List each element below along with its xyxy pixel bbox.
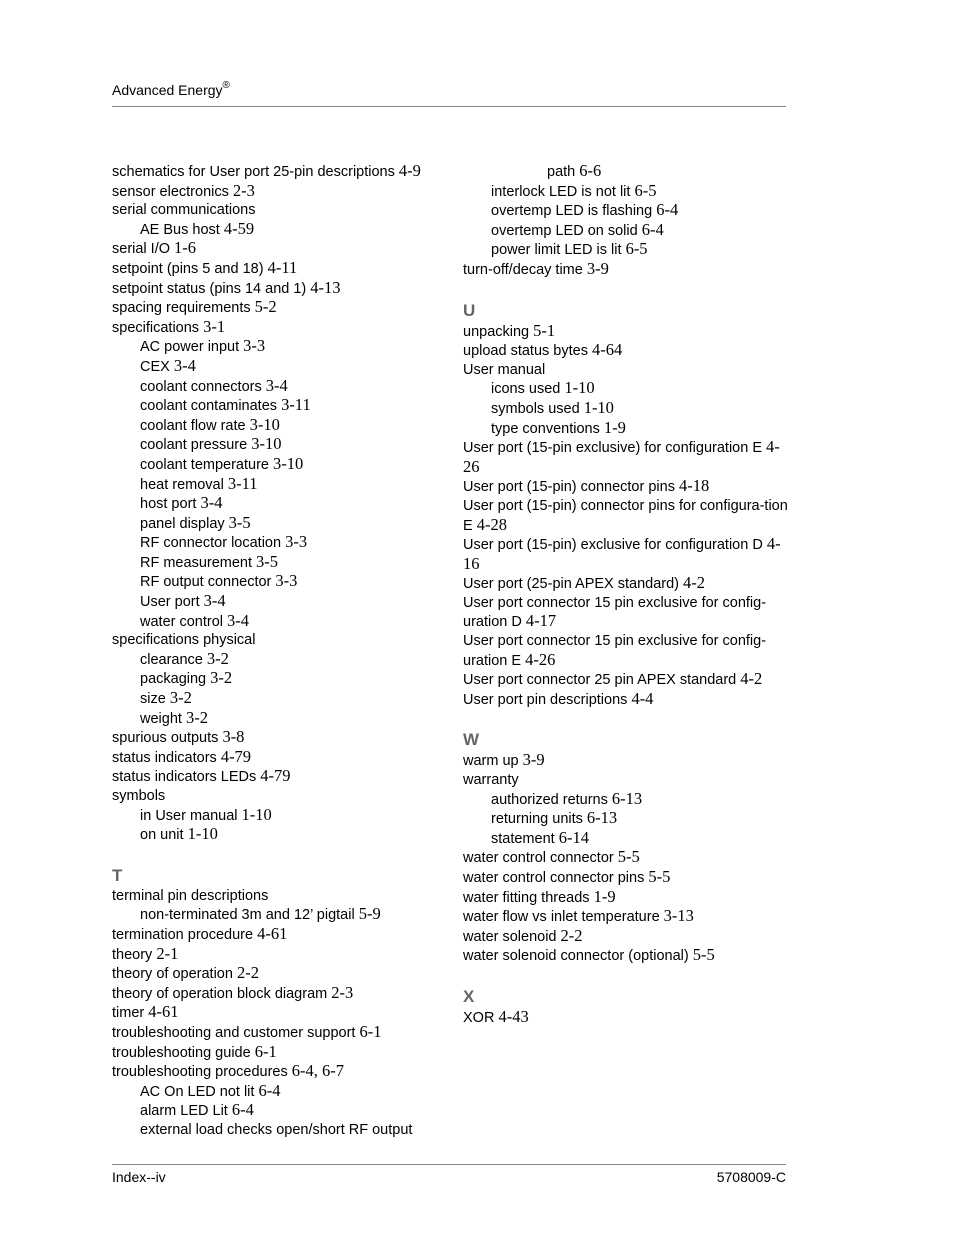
index-subentry	[463, 240, 788, 260]
index-term: coolant contaminates	[140, 398, 282, 415]
index-entry	[112, 318, 437, 338]
index-entry	[463, 907, 788, 927]
page-reference-link[interactable]: 5-9	[358, 904, 381, 924]
index-subentry	[112, 1101, 437, 1121]
index-term: setpoint status (pins 14 and 1)	[112, 280, 311, 297]
index-term: User port (15-pin) exclusive for configuration D	[463, 537, 767, 554]
index-entry	[463, 497, 788, 535]
index-column-right	[463, 162, 788, 1028]
index-term: theory of operation	[112, 966, 237, 983]
index-term: schematics for User port 25-pin descriptions	[112, 164, 399, 180]
page-reference-link[interactable]: 6-4	[258, 1080, 281, 1100]
index-term: RF output connector	[140, 574, 276, 591]
page-reference-link[interactable]: 1-9	[603, 417, 626, 437]
index-subentry	[112, 1082, 437, 1102]
page-reference-link[interactable]: 2-3	[232, 180, 255, 200]
index-term: CEX	[140, 358, 174, 375]
page-reference-link[interactable]: 3-9	[586, 258, 609, 278]
index-term: troubleshooting guide	[112, 1044, 255, 1061]
document-number: 5708009-C	[716, 1169, 786, 1185]
index-term: AC power input	[140, 339, 244, 356]
page-reference-link[interactable]: 4-17	[525, 611, 557, 631]
index-entry	[112, 887, 437, 906]
page-reference-link[interactable]: 2-1	[156, 943, 179, 963]
index-subentry	[112, 494, 437, 514]
page-reference-link[interactable]: 4-43	[498, 1006, 529, 1026]
page-reference-link[interactable]: 6-13	[586, 808, 618, 828]
index-entry	[112, 631, 437, 650]
index-term: terminal pin descriptions	[112, 887, 269, 904]
index-term: water solenoid	[463, 928, 561, 945]
index-subentry	[112, 1121, 437, 1140]
page-reference-link[interactable]: 3-3	[285, 532, 308, 552]
page-reference-link[interactable]: 3-8	[222, 727, 245, 747]
index-term: overtemp LED is flashing	[491, 203, 657, 220]
index-subentry	[112, 572, 437, 592]
index-entry	[112, 1062, 437, 1082]
index-subentry	[112, 905, 437, 925]
index-term: AE Bus host	[140, 221, 224, 238]
index-entry	[112, 298, 437, 318]
page-reference-link[interactable]: 6-1	[254, 1041, 277, 1061]
index-letter-heading: W	[463, 730, 480, 750]
index-entry	[112, 239, 437, 259]
index-term: termination procedure	[112, 926, 258, 943]
page-reference-link[interactable]: 3-11	[281, 395, 311, 415]
page-reference-link[interactable]: 1-10	[241, 804, 272, 824]
index-entry	[112, 728, 437, 748]
index-entry	[463, 751, 788, 771]
index-term: status indicators	[112, 749, 221, 766]
page-reference-link[interactable]: 3-4	[203, 591, 226, 611]
index-subentry	[463, 379, 788, 399]
index-term: turn-off/decay time	[463, 261, 587, 278]
index-term: spurious outputs	[112, 730, 223, 747]
index-subentry	[112, 514, 437, 534]
index-subentry	[463, 419, 788, 439]
index-subentry	[112, 650, 437, 670]
index-subentry	[112, 475, 437, 495]
index-subentry	[463, 201, 788, 221]
page-reference-link[interactable]: 3-3	[275, 571, 298, 591]
index-entry	[463, 946, 788, 966]
index-term: water flow vs inlet temperature	[463, 909, 664, 926]
index-term: packaging	[140, 671, 211, 688]
index-subentry	[112, 533, 437, 553]
index-term: XOR	[463, 1009, 499, 1026]
index-subentry	[463, 162, 788, 182]
page-reference-link[interactable]: 5-1	[533, 320, 556, 340]
index-term: User port connector 25 pin APEX standard	[463, 672, 741, 689]
page-reference-link[interactable]: 3-4	[173, 355, 196, 375]
index-term: external load checks open/short RF output	[140, 1121, 413, 1138]
page-reference-link[interactable]: 4-18	[679, 476, 710, 496]
index-term: theory of operation block diagram	[112, 985, 332, 1002]
index-entry	[463, 322, 788, 342]
index-entry	[112, 964, 437, 984]
index-entry	[112, 1023, 437, 1043]
index-letter-heading: X	[463, 986, 475, 1006]
index-letter-heading: T	[112, 865, 123, 885]
page-reference-link[interactable]: 3-2	[210, 668, 233, 688]
index-term: clearance	[140, 651, 207, 668]
page-reference-link[interactable]: 1-9	[593, 886, 616, 906]
index-term: non-terminated 3m and 12’ pigtail	[140, 907, 359, 924]
index-entry	[463, 594, 788, 632]
page-reference-link[interactable]: 3-5	[256, 551, 279, 571]
index-term: AC On LED not lit	[140, 1083, 259, 1100]
index-entry	[463, 927, 788, 947]
page-reference-link[interactable]: 3-10	[251, 434, 282, 454]
header-rule	[112, 106, 786, 107]
index-entry	[112, 1003, 437, 1023]
page-reference-link[interactable]: 3-3	[243, 336, 266, 356]
index-term: RF connector location	[140, 535, 286, 552]
index-term: User port (15-pin) connector pins	[463, 479, 679, 496]
index-letter-heading: U	[463, 300, 476, 320]
index-term: status indicators LEDs	[112, 769, 261, 786]
index-term: weight	[140, 710, 186, 727]
page-reference-link[interactable]: 4-79	[220, 746, 252, 766]
index-term: timer	[112, 1005, 149, 1022]
page-reference-link[interactable]: 4-79	[260, 766, 291, 786]
index-subentry	[112, 825, 437, 845]
index-entry	[112, 162, 437, 182]
index-subentry	[112, 357, 437, 377]
page-reference-link[interactable]: 6-4	[656, 200, 679, 220]
index-subentry	[463, 399, 788, 419]
index-term: type conventions	[491, 420, 604, 437]
registered-mark: ®	[222, 80, 230, 91]
index-term: serial communications	[112, 202, 256, 219]
page-reference-link[interactable]: 1-10	[564, 378, 595, 398]
page-reference-link[interactable]: 5-5	[617, 847, 640, 867]
index-term: power limit LED is lit	[491, 242, 626, 259]
index-subentry	[112, 709, 437, 729]
index-entry	[463, 771, 788, 790]
page-reference-link[interactable]: 5-5	[692, 945, 715, 965]
index-entry	[463, 868, 788, 888]
index-entry	[463, 477, 788, 497]
page-reference-link[interactable]: 4-28	[476, 514, 507, 534]
index-term: returning units	[491, 811, 587, 828]
index-entry	[112, 259, 437, 279]
page-reference-link[interactable]: 4-9	[398, 161, 421, 180]
index-term: User port (25-pin APEX standard)	[463, 576, 684, 593]
index-term: specifications physical	[112, 632, 256, 649]
index-subentry	[112, 220, 437, 240]
index-subentry	[112, 689, 437, 709]
index-subentry	[112, 396, 437, 416]
page-reference-link[interactable]: 3-2	[169, 688, 192, 708]
index-term: alarm LED Lit	[140, 1103, 232, 1120]
page-reference-link[interactable]: 6-1	[359, 1021, 382, 1041]
index-term: on unit	[140, 827, 188, 844]
page-reference-link[interactable]: 3-4	[200, 493, 223, 513]
index-term: upload status bytes	[463, 343, 592, 360]
page-reference-link[interactable]: 3-10	[249, 414, 280, 434]
page-reference-link[interactable]: 4-4	[631, 688, 654, 708]
index-term: host port	[140, 496, 201, 513]
index-term: User manual	[463, 361, 546, 378]
index-term: water fitting threads	[463, 889, 594, 906]
index-term: water control connector	[463, 850, 618, 867]
index-term: water control	[140, 613, 228, 630]
index-entry	[463, 1008, 788, 1028]
index-term: specifications	[112, 319, 204, 336]
page-reference-link[interactable]: 4-59	[223, 218, 255, 238]
index-entry	[463, 260, 788, 280]
index-term: User port connector 15 pin exclusive for config-uration D	[463, 594, 767, 631]
brand-name: Advanced Energy	[112, 82, 223, 98]
index-column-left	[112, 162, 437, 1140]
index-term: User port connector 15 pin exclusive for config-uration E	[463, 633, 767, 669]
index-term: unpacking	[463, 323, 534, 340]
index-term: User port	[140, 594, 204, 611]
index-term: heat removal	[140, 476, 228, 493]
index-entry	[112, 279, 437, 299]
index-entry	[463, 632, 788, 670]
index-subentry	[463, 829, 788, 849]
index-entry	[463, 438, 788, 477]
index-entry	[463, 574, 788, 594]
index-term: water solenoid connector (optional)	[463, 948, 693, 965]
index-entry	[463, 690, 788, 710]
index-entry	[112, 748, 437, 768]
page-reference-link[interactable]: 4-64	[591, 340, 623, 360]
page-reference-link[interactable]: 3-1	[203, 316, 226, 336]
index-term: coolant temperature	[140, 456, 273, 473]
index-term: panel display	[140, 515, 229, 532]
index-term: coolant pressure	[140, 437, 252, 454]
page-reference-link[interactable]: 4-13	[310, 277, 341, 297]
index-entry	[112, 984, 437, 1004]
index-entry	[463, 670, 788, 690]
index-entry	[463, 361, 788, 380]
page-reference-link[interactable]: 4-16	[463, 534, 781, 573]
page-reference-link[interactable]: 2-2	[560, 925, 583, 945]
page-reference-link[interactable]: 4-11	[267, 257, 298, 277]
page-reference-link[interactable]: 6-4	[641, 219, 664, 239]
index-subentry	[112, 377, 437, 397]
index-term: water control connector pins	[463, 870, 649, 886]
index-term: coolant flow rate	[140, 417, 250, 434]
index-subentry	[112, 416, 437, 436]
index-term: coolant connectors	[140, 378, 266, 395]
index-term: User port (15-pin exclusive) for configuration E	[463, 440, 767, 457]
index-subentry	[463, 182, 788, 202]
page-reference-link[interactable]: 6-13	[611, 788, 643, 808]
index-term: symbols	[112, 788, 166, 804]
page-reference-link[interactable]: 6-4	[231, 1100, 254, 1120]
index-entry	[463, 535, 788, 574]
index-term: theory	[112, 946, 157, 963]
page-reference-link[interactable]: 3-11	[227, 473, 258, 493]
index-term: size	[140, 691, 170, 708]
index-term: symbols used	[491, 400, 584, 417]
index-entry	[463, 888, 788, 908]
index-term: statement	[491, 830, 559, 847]
index-term: warranty	[463, 772, 519, 789]
page-reference-link[interactable]: 4-2	[683, 573, 706, 593]
index-subentry	[112, 455, 437, 475]
index-term: troubleshooting and customer support	[112, 1024, 360, 1041]
page-reference-link[interactable]: 1-10	[583, 397, 614, 417]
index-entry	[463, 341, 788, 361]
page-reference-link[interactable]: 1-6	[174, 238, 197, 258]
index-entry	[112, 787, 437, 806]
index-term: serial I/O	[112, 241, 175, 258]
index-term: spacing requirements	[112, 300, 255, 317]
index-subentry	[112, 435, 437, 455]
index-subentry	[112, 592, 437, 612]
index-term: setpoint (pins 5 and 18)	[112, 260, 268, 277]
index-term: path	[547, 164, 580, 180]
page-reference-link[interactable]: 3-4	[227, 610, 250, 630]
page-reference-link[interactable]: 4-61	[257, 923, 288, 943]
page-reference-link[interactable]: 6-5	[634, 180, 657, 200]
page-reference-link[interactable]: 4-26	[525, 649, 556, 669]
page-reference-link[interactable]: 3-2	[185, 707, 208, 727]
index-subentry	[463, 221, 788, 241]
page-reference-link[interactable]: 3-2	[206, 648, 229, 668]
page-reference-link[interactable]: 5-2	[254, 297, 277, 317]
index-entry	[112, 182, 437, 202]
index-term: interlock LED is not lit	[491, 183, 635, 200]
page-reference-link[interactable]: 5-5	[648, 867, 671, 886]
index-subentry	[112, 553, 437, 573]
page-reference-link[interactable]: 6-14	[558, 827, 589, 847]
footer-rule	[112, 1164, 786, 1165]
index-term: troubleshooting procedures	[112, 1064, 292, 1081]
index-term: User port (15-pin) connector pins for configura-tion E	[463, 497, 788, 534]
index-entry	[112, 1043, 437, 1063]
page-number: Index--iv	[112, 1169, 166, 1185]
index-term: warm up	[463, 753, 523, 770]
page-reference-link[interactable]: 2-2	[236, 963, 259, 983]
page-reference-link[interactable]: 6-6	[579, 161, 602, 180]
running-header	[112, 82, 230, 98]
page-reference-link[interactable]: 2-3	[331, 982, 354, 1002]
page-reference-link[interactable]: 3-13	[663, 906, 694, 926]
index-subentry	[463, 790, 788, 810]
page-reference-link[interactable]: 3-10	[273, 453, 304, 473]
page-reference-link[interactable]: 6-5	[625, 239, 648, 259]
page-reference-link[interactable]: 3-9	[522, 750, 545, 770]
index-subentry	[112, 337, 437, 357]
index-term: User port pin descriptions	[463, 691, 632, 708]
page-reference-link[interactable]: 4-2	[740, 669, 763, 689]
page-reference-link[interactable]: 4-26	[463, 437, 780, 476]
index-subentry	[112, 612, 437, 632]
index-entry	[112, 201, 437, 220]
page-reference-link[interactable]: 3-5	[228, 512, 251, 532]
index-entry	[112, 945, 437, 965]
index-term: RF measurement	[140, 554, 257, 571]
page-reference-link[interactable]: 6-4, 6-7	[291, 1061, 345, 1081]
page-reference-link[interactable]: 3-4	[265, 375, 288, 395]
index-subentry	[463, 809, 788, 829]
index-entry	[112, 767, 437, 787]
page-reference-link[interactable]: 4-61	[148, 1002, 179, 1022]
index-term: authorized returns	[491, 791, 612, 808]
index-term: sensor electronics	[112, 183, 233, 200]
page-reference-link[interactable]: 1-10	[187, 824, 218, 844]
index-subentry	[112, 669, 437, 689]
index-term: in User manual	[140, 807, 242, 824]
index-subentry	[112, 806, 437, 826]
index-entry	[463, 848, 788, 868]
index-term: icons used	[491, 381, 565, 398]
index-term: overtemp LED on solid	[491, 222, 642, 239]
index-entry	[112, 925, 437, 945]
